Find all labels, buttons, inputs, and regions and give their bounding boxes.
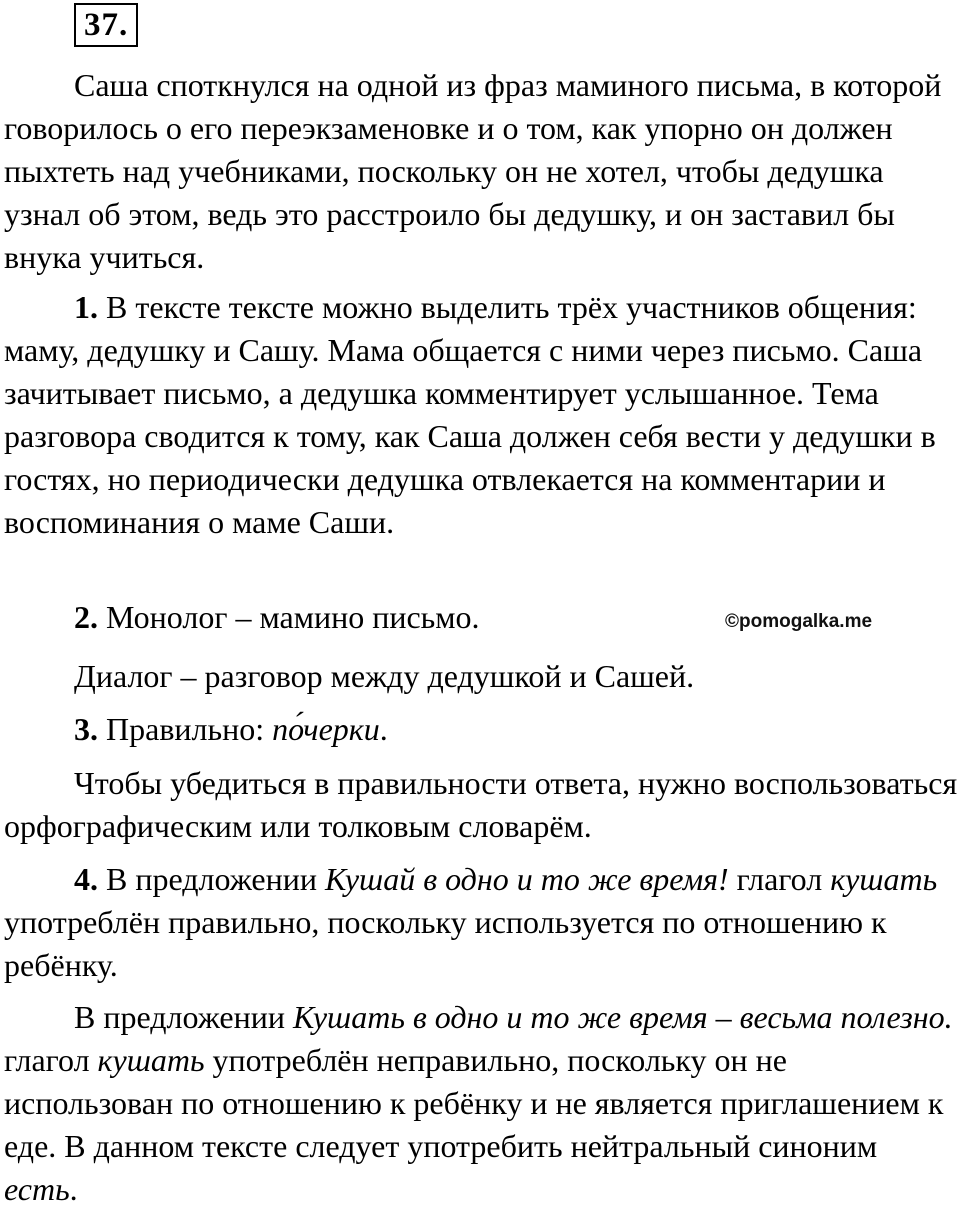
answer-4-number: 4. [74, 861, 98, 897]
answer-3-number: 3. [74, 711, 98, 747]
answer-4-p2-text-1: В предложении [74, 999, 293, 1035]
answer-3-paragraph [74, 708, 958, 751]
answer-4-example-1: Кушай в одно и то же время! [324, 861, 729, 897]
intro-paragraph: Саша споткнулся на одной из фраз маминого письма, в которой говорилось о его переэкзаменовке и о том, как упорно он должен пыхтеть над учебниками, поскольку он не хотел, чтобы дедушка узнал об этом, ведь это расстроило бы дедушку, и он заставил бы внука учиться. [4, 67, 942, 275]
answer-4-text-2: глагол [728, 861, 831, 897]
watermark: ©pomogalka.me [725, 611, 873, 632]
answer-2-number: 2. [74, 599, 98, 635]
answer-4-paragraph-2 [4, 996, 958, 1211]
dialog-paragraph: Диалог – разговор между дедушкой и Сашей. [74, 658, 695, 694]
answer-4-verb-2: кушать [97, 1042, 205, 1078]
answer-4-synonym: есть [4, 1171, 70, 1207]
answer-2-text: Монолог – мамино письмо. [98, 599, 480, 635]
answer-1-number: 1. [74, 289, 98, 325]
task-number-box: 37. [74, 3, 138, 47]
answer-1-text: В тексте тексте можно выделить трёх участников общения: маму, дедушку и Сашу. Мама общается с ними через письмо. Саша зачитывает письмо, а дедушка комментирует услышанное. Тема разговора сводится к тому, как Саша должен себя вести у дедушки в гостях, но периодически дедушка отвлекается на комментарии и воспоминания о маме Саши. [4, 289, 936, 540]
answer-3-text: Правильно: [98, 711, 273, 747]
answer-3-end: . [379, 711, 388, 747]
answer-1-paragraph [4, 286, 958, 544]
answer-4-p2-text-3: употреблён неправильно, поскольку он не использован по отношению к ребёнку и не является приглашением к еде. В данном тексте следует употребить нейтральный синоним [4, 1042, 944, 1164]
answer-3-word: по́черки [272, 711, 380, 747]
answer-4-paragraph [4, 858, 958, 987]
answer-4-example-2: Кушать в одно и то же время – весьма полезно. [292, 999, 953, 1035]
answer-4-p2-text-2: глагол [4, 1042, 98, 1078]
answer-4-text-1: В предложении [98, 861, 325, 897]
answer-3-note: Чтобы убедиться в правильности ответа, нужно воспользоваться орфографическим или толковым словарём. [4, 765, 958, 844]
answer-4-verb-1: кушать [830, 861, 938, 897]
answer-4-text-3: употреблён правильно, поскольку используется по отношению к ребёнку. [4, 904, 887, 983]
answer-4-p2-end: . [69, 1171, 78, 1207]
